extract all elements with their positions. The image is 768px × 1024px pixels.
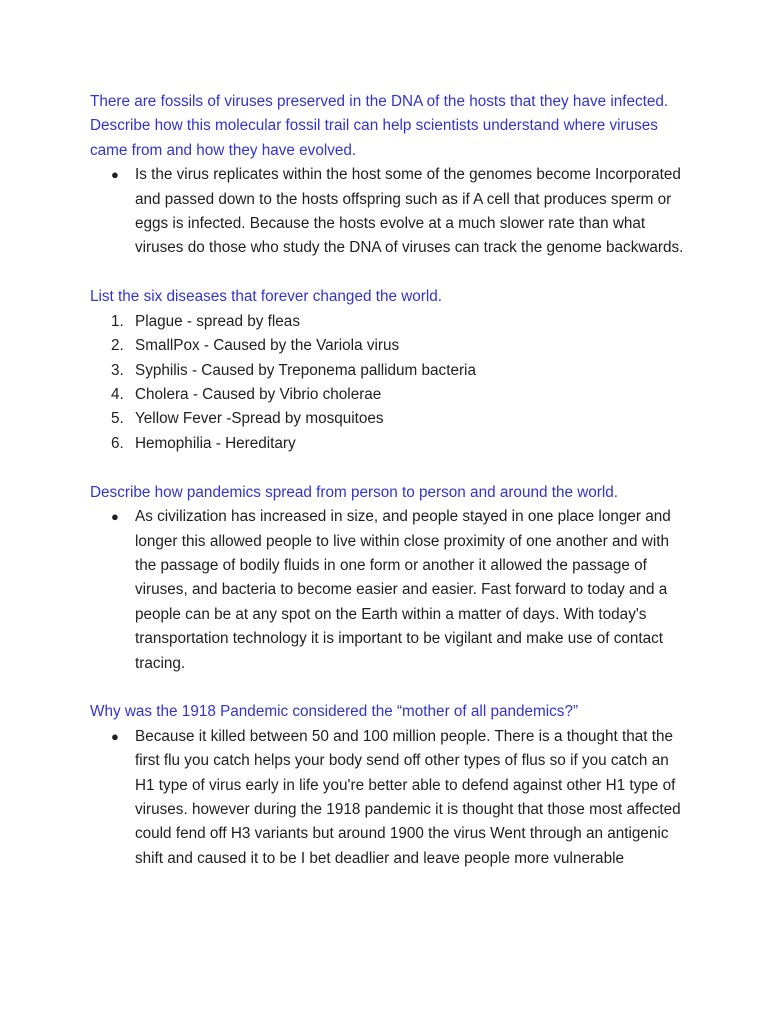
list-number: 5. — [111, 410, 124, 428]
list-item — [90, 334, 690, 358]
list-item-text: Hemophilia - Hereditary — [135, 434, 296, 452]
question-heading: List the six diseases that forever changed the world. — [90, 288, 443, 306]
section-pandemic-spread — [90, 481, 690, 676]
list-item-text: Plague - spread by fleas — [135, 312, 300, 330]
list-item — [90, 383, 690, 407]
list-item-text: Cholera - Caused by Vibrio cholerae — [135, 385, 382, 403]
answer-bullet-list — [90, 163, 690, 261]
document-page — [90, 90, 690, 896]
list-number: 2. — [111, 337, 124, 355]
answer-text: Is the virus replicates within the host some of the genomes become Incorporated and passed down to the hosts offspring such as if A cell that produces sperm or eggs is infected. Because the hosts evolve at a much slower rate than what viruses do those who study the DNA of viruses can track the genome backwards. — [135, 166, 684, 257]
question-heading: There are fossils of viruses preserved in the DNA of the hosts that they have infected. Describe how this molecular fossil trail can help scientists understand where viruses came from and how they have evolved. — [90, 93, 669, 159]
disease-numbered-list — [90, 310, 690, 456]
bullet-icon: ● — [111, 167, 119, 183]
list-number: 4. — [111, 385, 124, 403]
question-heading: Describe how pandemics spread from person to person and around the world. — [90, 483, 619, 501]
list-number: 3. — [111, 361, 124, 379]
list-item-text: SmallPox - Caused by the Variola virus — [135, 337, 400, 355]
answer-bullet-list — [90, 505, 690, 676]
answer-bullet-item — [90, 505, 690, 676]
list-item — [90, 310, 690, 334]
list-number: 1. — [111, 312, 124, 330]
list-number: 6. — [111, 434, 124, 452]
list-item — [90, 432, 690, 456]
answer-text: Because it killed between 50 and 100 million people. There is a thought that the first flu you catch helps your body send off other types of flus so if you catch an H1 type of virus early in life you're better able to defend against other H1 type of viruses. however during the 1918 pandemic it is thought that those most affected could fend off H3 variants but around 1900 the virus Went through an antigenic shift and caused it to be I bet deadlier and leave people more vulnerable — [135, 727, 681, 867]
list-item — [90, 407, 690, 431]
bullet-icon: ● — [111, 509, 119, 525]
list-item-text: Yellow Fever -Spread by mosquitoes — [135, 410, 384, 428]
question-heading: Why was the 1918 Pandemic considered the “mother of all pandemics?” — [90, 703, 579, 721]
answer-bullet-item — [90, 163, 690, 261]
section-molecular-fossils — [90, 90, 690, 261]
list-item — [90, 359, 690, 383]
answer-text: As civilization has increased in size, and people stayed in one place longer and longer this allowed people to live within close proximity of one another and with the passage of bodily fluids in one form or another it allowed the passage of viruses, and bacteria to become easier and easier. Fast forward to today and a people can be at any spot on the Earth within a matter of days. With today's transportation technology it is important to be vigilant and make use of contact tracing. — [135, 508, 671, 672]
bullet-icon: ● — [111, 728, 119, 744]
answer-bullet-item — [90, 725, 690, 871]
answer-bullet-list — [90, 725, 690, 871]
section-six-diseases — [90, 285, 690, 456]
section-1918-pandemic — [90, 700, 690, 871]
list-item-text: Syphilis - Caused by Treponema pallidum bacteria — [135, 361, 476, 379]
